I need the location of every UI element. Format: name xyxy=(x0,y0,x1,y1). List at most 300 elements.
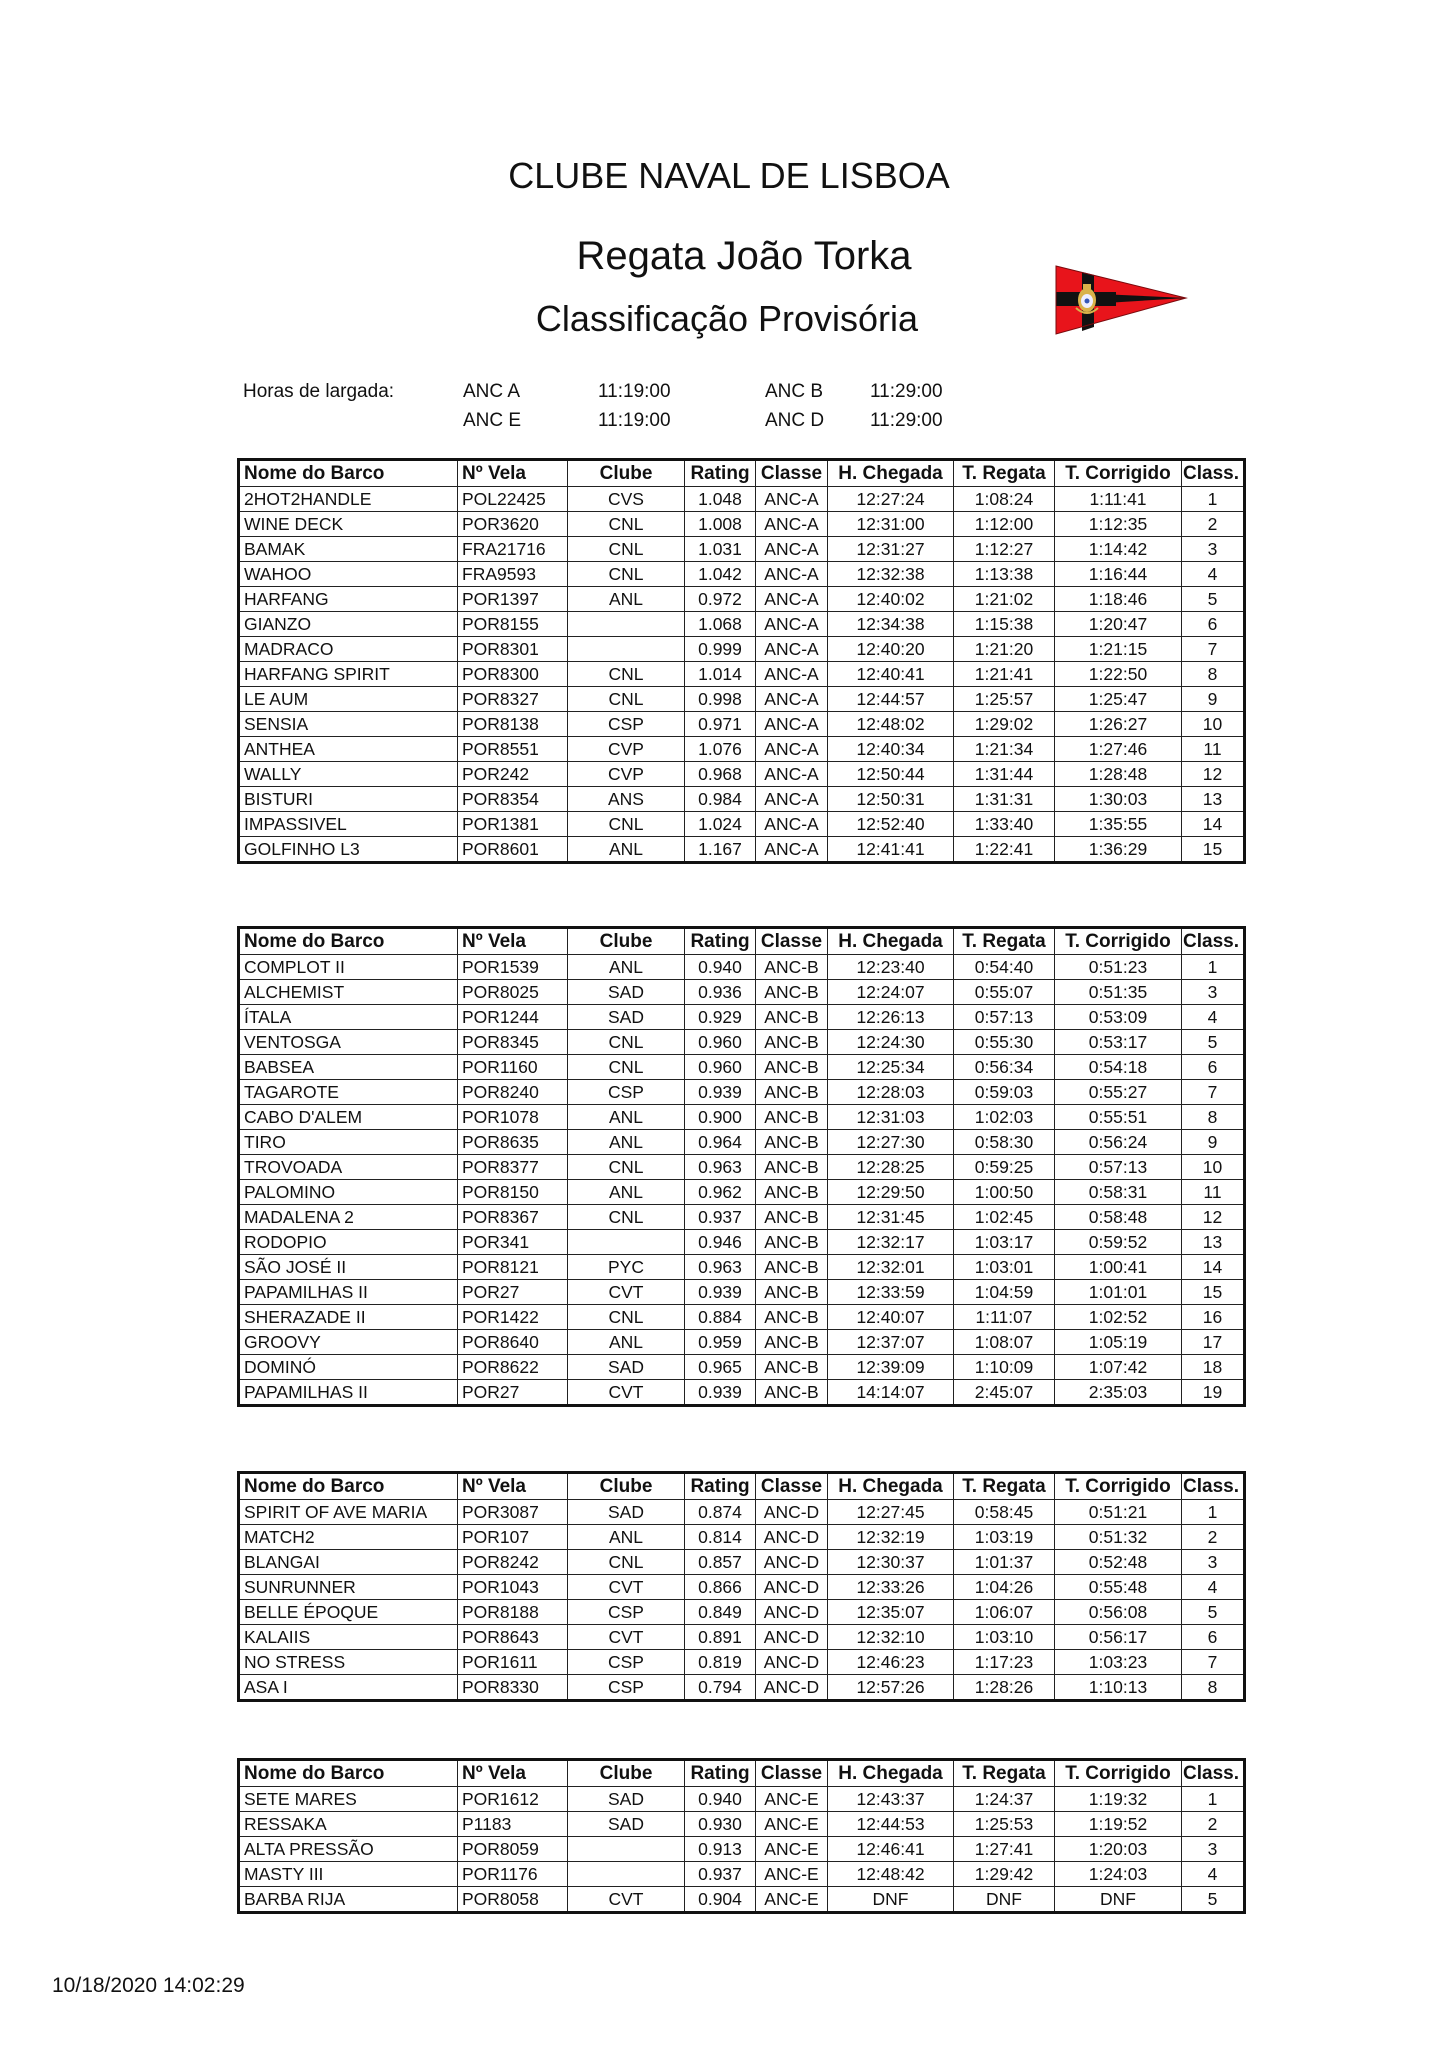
rating-cell: 0.959 xyxy=(685,1330,756,1355)
sail-number-cell: POR8327 xyxy=(458,687,568,712)
club-cell: CNL xyxy=(568,662,685,687)
finish-time-cell: 12:29:50 xyxy=(828,1180,954,1205)
sail-number-cell: FRA9593 xyxy=(458,562,568,587)
class-cell: ANC-A xyxy=(756,662,828,687)
class-cell: ANC-B xyxy=(756,1055,828,1080)
page-title: CLUBE NAVAL DE LISBOA xyxy=(508,155,950,196)
elapsed-time-cell: 0:56:34 xyxy=(954,1055,1055,1080)
class-cell: ANC-B xyxy=(756,1380,828,1406)
column-header-elapsed-time: T. Regata xyxy=(954,460,1055,487)
class-cell: ANC-D xyxy=(756,1650,828,1675)
start-class: ANC A xyxy=(463,381,521,402)
rating-cell: 0.960 xyxy=(685,1055,756,1080)
column-header-corrected-time: T. Corrigido xyxy=(1055,460,1182,487)
corrected-time-cell: 1:21:15 xyxy=(1055,637,1182,662)
class-cell: ANC-B xyxy=(756,1080,828,1105)
position-cell: 8 xyxy=(1182,1105,1245,1130)
club-cell: ANL xyxy=(568,955,685,980)
boat-name-cell: TROVOADA xyxy=(239,1155,458,1180)
rating-cell: 1.024 xyxy=(685,812,756,837)
boat-name-cell: GOLFINHO L3 xyxy=(239,837,458,863)
corrected-time-cell: 0:57:13 xyxy=(1055,1155,1182,1180)
finish-time-cell: 12:48:02 xyxy=(828,712,954,737)
boat-name-cell: ÍTALA xyxy=(239,1005,458,1030)
elapsed-time-cell: 1:08:07 xyxy=(954,1330,1055,1355)
finish-time-cell: 12:40:34 xyxy=(828,737,954,762)
boat-name-cell: MADALENA 2 xyxy=(239,1205,458,1230)
finish-time-cell: 12:48:42 xyxy=(828,1862,954,1887)
rating-cell: 1.014 xyxy=(685,662,756,687)
boat-name-cell: SUNRUNNER xyxy=(239,1575,458,1600)
boat-name-cell: RESSAKA xyxy=(239,1812,458,1837)
class-cell: ANC-A xyxy=(756,762,828,787)
class-cell: ANC-E xyxy=(756,1887,828,1913)
corrected-time-cell: 1:20:47 xyxy=(1055,612,1182,637)
sail-number-cell: POR8058 xyxy=(458,1887,568,1913)
column-header-class: Classe xyxy=(756,928,828,955)
club-cell: ANL xyxy=(568,587,685,612)
elapsed-time-cell: 1:06:07 xyxy=(954,1600,1055,1625)
boat-name-cell: PALOMINO xyxy=(239,1180,458,1205)
corrected-time-cell: 1:18:46 xyxy=(1055,587,1182,612)
table-row xyxy=(239,662,1245,687)
rating-cell: 0.946 xyxy=(685,1230,756,1255)
table-row xyxy=(239,562,1245,587)
corrected-time-cell: 0:55:27 xyxy=(1055,1080,1182,1105)
finish-time-cell: 12:31:27 xyxy=(828,537,954,562)
position-cell: 5 xyxy=(1182,1887,1245,1913)
elapsed-time-cell: 1:11:07 xyxy=(954,1305,1055,1330)
rating-cell: 0.929 xyxy=(685,1005,756,1030)
boat-name-cell: HARFANG xyxy=(239,587,458,612)
rating-cell: 0.964 xyxy=(685,1130,756,1155)
position-cell: 10 xyxy=(1182,1155,1245,1180)
sail-number-cell: POR8635 xyxy=(458,1130,568,1155)
position-cell: 1 xyxy=(1182,955,1245,980)
position-cell: 2 xyxy=(1182,1525,1245,1550)
club-cell: ANL xyxy=(568,837,685,863)
club-burgee-icon xyxy=(1054,264,1188,336)
boat-name-cell: BISTURI xyxy=(239,787,458,812)
column-header-class: Classe xyxy=(756,1473,828,1500)
class-cell: ANC-B xyxy=(756,955,828,980)
corrected-time-cell: 0:58:31 xyxy=(1055,1180,1182,1205)
rating-cell: 0.972 xyxy=(685,587,756,612)
finish-time-cell: 12:31:00 xyxy=(828,512,954,537)
boat-name-cell: 2HOT2HANDLE xyxy=(239,487,458,512)
table-row xyxy=(239,1355,1245,1380)
sail-number-cell: POR8150 xyxy=(458,1180,568,1205)
sail-number-cell: POR1244 xyxy=(458,1005,568,1030)
print-timestamp: 10/18/2020 14:02:29 xyxy=(52,1974,245,1997)
boat-name-cell: PAPAMILHAS II xyxy=(239,1280,458,1305)
table-row xyxy=(239,1280,1245,1305)
finish-time-cell: 12:32:17 xyxy=(828,1230,954,1255)
finish-time-cell: 12:44:57 xyxy=(828,687,954,712)
elapsed-time-cell: 1:03:01 xyxy=(954,1255,1055,1280)
position-cell: 15 xyxy=(1182,1280,1245,1305)
club-cell: SAD xyxy=(568,1500,685,1525)
finish-time-cell: 12:30:37 xyxy=(828,1550,954,1575)
corrected-time-cell: 1:11:41 xyxy=(1055,487,1182,512)
finish-time-cell: 12:27:24 xyxy=(828,487,954,512)
table-row xyxy=(239,1005,1245,1030)
class-cell: ANC-E xyxy=(756,1812,828,1837)
club-cell: PYC xyxy=(568,1255,685,1280)
table-row xyxy=(239,1525,1245,1550)
finish-time-cell: 12:32:38 xyxy=(828,562,954,587)
class-cell: ANC-A xyxy=(756,612,828,637)
corrected-time-cell: 0:56:17 xyxy=(1055,1625,1182,1650)
column-header-sail-number: Nº Vela xyxy=(458,1473,568,1500)
rating-cell: 0.866 xyxy=(685,1575,756,1600)
finish-time-cell: 12:28:03 xyxy=(828,1080,954,1105)
finish-time-cell: DNF xyxy=(828,1887,954,1913)
class-cell: ANC-D xyxy=(756,1600,828,1625)
club-cell: SAD xyxy=(568,980,685,1005)
corrected-time-cell: 0:54:18 xyxy=(1055,1055,1182,1080)
elapsed-time-cell: 1:31:44 xyxy=(954,762,1055,787)
rating-cell: 0.939 xyxy=(685,1380,756,1406)
rating-cell: 0.814 xyxy=(685,1525,756,1550)
class-cell: ANC-B xyxy=(756,1155,828,1180)
corrected-time-cell: 1:28:48 xyxy=(1055,762,1182,787)
table-row xyxy=(239,1030,1245,1055)
finish-time-cell: 12:32:19 xyxy=(828,1525,954,1550)
boat-name-cell: CABO D'ALEM xyxy=(239,1105,458,1130)
column-header-club: Clube xyxy=(568,1473,685,1500)
finish-time-cell: 12:40:41 xyxy=(828,662,954,687)
boat-name-cell: RODOPIO xyxy=(239,1230,458,1255)
table-row xyxy=(239,1380,1245,1406)
start-class: ANC E xyxy=(463,410,522,431)
column-header-corrected-time: T. Corrigido xyxy=(1055,1473,1182,1500)
club-cell: CSP xyxy=(568,1600,685,1625)
club-cell: ANL xyxy=(568,1525,685,1550)
boat-name-cell: LE AUM xyxy=(239,687,458,712)
boat-name-cell: SETE MARES xyxy=(239,1787,458,1812)
club-cell: CVT xyxy=(568,1575,685,1600)
position-cell: 12 xyxy=(1182,1205,1245,1230)
sail-number-cell: POR8300 xyxy=(458,662,568,687)
club-cell: CNL xyxy=(568,1305,685,1330)
elapsed-time-cell: 1:29:42 xyxy=(954,1862,1055,1887)
sail-number-cell: POL22425 xyxy=(458,487,568,512)
boat-name-cell: ALCHEMIST xyxy=(239,980,458,1005)
position-cell: 4 xyxy=(1182,562,1245,587)
column-header-class: Classe xyxy=(756,460,828,487)
column-header-rating: Rating xyxy=(685,460,756,487)
elapsed-time-cell: 1:04:59 xyxy=(954,1280,1055,1305)
results-table-anc-a xyxy=(237,458,1246,864)
elapsed-time-cell: 1:08:24 xyxy=(954,487,1055,512)
sail-number-cell: POR1422 xyxy=(458,1305,568,1330)
class-cell: ANC-A xyxy=(756,587,828,612)
column-header-rating: Rating xyxy=(685,1473,756,1500)
start-time: 11:29:00 xyxy=(870,410,943,431)
club-cell: CNL xyxy=(568,1030,685,1055)
table-header-row xyxy=(239,928,1245,955)
club-cell: CSP xyxy=(568,1080,685,1105)
elapsed-time-cell: 0:55:30 xyxy=(954,1030,1055,1055)
position-cell: 3 xyxy=(1182,1837,1245,1862)
class-cell: ANC-A xyxy=(756,837,828,863)
elapsed-time-cell: 1:21:20 xyxy=(954,637,1055,662)
class-cell: ANC-A xyxy=(756,512,828,537)
finish-time-cell: 12:26:13 xyxy=(828,1005,954,1030)
rating-cell: 0.937 xyxy=(685,1862,756,1887)
boat-name-cell: TIRO xyxy=(239,1130,458,1155)
elapsed-time-cell: 0:57:13 xyxy=(954,1005,1055,1030)
rating-cell: 0.965 xyxy=(685,1355,756,1380)
column-header-boat-name: Nome do Barco xyxy=(239,460,458,487)
corrected-time-cell: 1:02:52 xyxy=(1055,1305,1182,1330)
results-table-anc-e xyxy=(237,1758,1246,1914)
corrected-time-cell: 0:52:48 xyxy=(1055,1550,1182,1575)
rating-cell: 0.962 xyxy=(685,1180,756,1205)
class-cell: ANC-D xyxy=(756,1550,828,1575)
class-cell: ANC-A xyxy=(756,812,828,837)
club-cell: CNL xyxy=(568,1550,685,1575)
corrected-time-cell: 0:56:08 xyxy=(1055,1600,1182,1625)
corrected-time-cell: 1:19:52 xyxy=(1055,1812,1182,1837)
corrected-time-cell: DNF xyxy=(1055,1887,1182,1913)
corrected-time-cell: 0:51:35 xyxy=(1055,980,1182,1005)
column-header-club: Clube xyxy=(568,1760,685,1787)
start-time: 11:19:00 xyxy=(598,410,671,431)
boat-name-cell: BLANGAI xyxy=(239,1550,458,1575)
corrected-time-cell: 1:27:46 xyxy=(1055,737,1182,762)
elapsed-time-cell: 1:31:31 xyxy=(954,787,1055,812)
finish-time-cell: 12:40:02 xyxy=(828,587,954,612)
finish-time-cell: 12:28:25 xyxy=(828,1155,954,1180)
rating-cell: 0.940 xyxy=(685,955,756,980)
class-cell: ANC-D xyxy=(756,1525,828,1550)
club-cell: CSP xyxy=(568,1650,685,1675)
elapsed-time-cell: 1:21:02 xyxy=(954,587,1055,612)
position-cell: 6 xyxy=(1182,1055,1245,1080)
rating-cell: 0.939 xyxy=(685,1280,756,1305)
sail-number-cell: POR8025 xyxy=(458,980,568,1005)
sail-number-cell: POR107 xyxy=(458,1525,568,1550)
club-cell: CNL xyxy=(568,812,685,837)
boat-name-cell: KALAIIS xyxy=(239,1625,458,1650)
club-cell: CNL xyxy=(568,1205,685,1230)
elapsed-time-cell: 1:25:57 xyxy=(954,687,1055,712)
rating-cell: 1.068 xyxy=(685,612,756,637)
corrected-time-cell: 1:20:03 xyxy=(1055,1837,1182,1862)
sail-number-cell: POR341 xyxy=(458,1230,568,1255)
position-cell: 13 xyxy=(1182,787,1245,812)
column-header-boat-name: Nome do Barco xyxy=(239,928,458,955)
rating-cell: 0.913 xyxy=(685,1837,756,1862)
table-row xyxy=(239,980,1245,1005)
class-cell: ANC-A xyxy=(756,562,828,587)
club-cell: SAD xyxy=(568,1787,685,1812)
class-cell: ANC-A xyxy=(756,787,828,812)
rating-cell: 0.857 xyxy=(685,1550,756,1575)
elapsed-time-cell: 1:22:41 xyxy=(954,837,1055,863)
position-cell: 1 xyxy=(1182,1787,1245,1812)
rating-cell: 0.963 xyxy=(685,1255,756,1280)
table-row xyxy=(239,1550,1245,1575)
rating-cell: 1.031 xyxy=(685,537,756,562)
rating-cell: 1.042 xyxy=(685,562,756,587)
position-cell: 7 xyxy=(1182,1080,1245,1105)
club-cell xyxy=(568,1837,685,1862)
boat-name-cell: MADRACO xyxy=(239,637,458,662)
corrected-time-cell: 1:16:44 xyxy=(1055,562,1182,587)
elapsed-time-cell: 1:03:17 xyxy=(954,1230,1055,1255)
table-row xyxy=(239,737,1245,762)
boat-name-cell: DOMINÓ xyxy=(239,1355,458,1380)
boat-name-cell: BABSEA xyxy=(239,1055,458,1080)
class-cell: ANC-A xyxy=(756,487,828,512)
finish-time-cell: 12:23:40 xyxy=(828,955,954,980)
elapsed-time-cell: 1:17:23 xyxy=(954,1650,1055,1675)
corrected-time-cell: 1:12:35 xyxy=(1055,512,1182,537)
corrected-time-cell: 1:36:29 xyxy=(1055,837,1182,863)
boat-name-cell: WALLY xyxy=(239,762,458,787)
position-cell: 16 xyxy=(1182,1305,1245,1330)
finish-time-cell: 12:46:41 xyxy=(828,1837,954,1862)
position-cell: 13 xyxy=(1182,1230,1245,1255)
position-cell: 2 xyxy=(1182,512,1245,537)
sail-number-cell: POR8155 xyxy=(458,612,568,637)
elapsed-time-cell: 1:15:38 xyxy=(954,612,1055,637)
column-header-position: Class. xyxy=(1182,1760,1245,1787)
column-header-rating: Rating xyxy=(685,1760,756,1787)
rating-cell: 0.874 xyxy=(685,1500,756,1525)
column-header-finish-time: H. Chegada xyxy=(828,928,954,955)
position-cell: 11 xyxy=(1182,1180,1245,1205)
rating-cell: 0.999 xyxy=(685,637,756,662)
table-row xyxy=(239,1787,1245,1812)
table-row xyxy=(239,1155,1245,1180)
corrected-time-cell: 0:55:48 xyxy=(1055,1575,1182,1600)
column-header-finish-time: H. Chegada xyxy=(828,1473,954,1500)
sail-number-cell: POR8301 xyxy=(458,637,568,662)
rating-cell: 0.960 xyxy=(685,1030,756,1055)
table-row xyxy=(239,512,1245,537)
table-row xyxy=(239,612,1245,637)
club-cell: CNL xyxy=(568,1055,685,1080)
club-cell: ANL xyxy=(568,1105,685,1130)
sail-number-cell: POR1176 xyxy=(458,1862,568,1887)
corrected-time-cell: 2:35:03 xyxy=(1055,1380,1182,1406)
table-row xyxy=(239,1500,1245,1525)
boat-name-cell: NO STRESS xyxy=(239,1650,458,1675)
rating-cell: 0.971 xyxy=(685,712,756,737)
column-header-finish-time: H. Chegada xyxy=(828,1760,954,1787)
finish-time-cell: 12:50:31 xyxy=(828,787,954,812)
club-cell: ANL xyxy=(568,1130,685,1155)
rating-cell: 1.048 xyxy=(685,487,756,512)
boat-name-cell: MATCH2 xyxy=(239,1525,458,1550)
table-row xyxy=(239,762,1245,787)
finish-time-cell: 12:25:34 xyxy=(828,1055,954,1080)
class-cell: ANC-E xyxy=(756,1862,828,1887)
corrected-time-cell: 1:25:47 xyxy=(1055,687,1182,712)
boat-name-cell: TAGAROTE xyxy=(239,1080,458,1105)
start-time: 11:19:00 xyxy=(598,381,671,402)
column-header-club: Clube xyxy=(568,460,685,487)
sail-number-cell: POR1539 xyxy=(458,955,568,980)
class-cell: ANC-B xyxy=(756,1355,828,1380)
corrected-time-cell: 1:05:19 xyxy=(1055,1330,1182,1355)
class-cell: ANC-E xyxy=(756,1837,828,1862)
elapsed-time-cell: 1:29:02 xyxy=(954,712,1055,737)
rating-cell: 0.819 xyxy=(685,1650,756,1675)
position-cell: 12 xyxy=(1182,762,1245,787)
position-cell: 2 xyxy=(1182,1812,1245,1837)
column-header-elapsed-time: T. Regata xyxy=(954,1760,1055,1787)
position-cell: 9 xyxy=(1182,687,1245,712)
sail-number-cell: POR8345 xyxy=(458,1030,568,1055)
table-row xyxy=(239,1305,1245,1330)
class-cell: ANC-A xyxy=(756,687,828,712)
boat-name-cell: BARBA RIJA xyxy=(239,1887,458,1913)
sail-number-cell: POR8240 xyxy=(458,1080,568,1105)
sail-number-cell: POR1078 xyxy=(458,1105,568,1130)
sail-number-cell: POR8121 xyxy=(458,1255,568,1280)
finish-time-cell: 12:32:01 xyxy=(828,1255,954,1280)
rating-cell: 1.076 xyxy=(685,737,756,762)
club-cell: CNL xyxy=(568,687,685,712)
rating-cell: 0.937 xyxy=(685,1205,756,1230)
club-cell: CVT xyxy=(568,1625,685,1650)
sail-number-cell: POR8138 xyxy=(458,712,568,737)
corrected-time-cell: 1:01:01 xyxy=(1055,1280,1182,1305)
table-row xyxy=(239,1105,1245,1130)
club-cell: CVT xyxy=(568,1280,685,1305)
results-table-anc-b xyxy=(237,926,1246,1407)
corrected-time-cell: 0:53:09 xyxy=(1055,1005,1182,1030)
table-row xyxy=(239,1600,1245,1625)
elapsed-time-cell: 0:59:25 xyxy=(954,1155,1055,1180)
column-header-corrected-time: T. Corrigido xyxy=(1055,928,1182,955)
finish-time-cell: 14:14:07 xyxy=(828,1380,954,1406)
table-row xyxy=(239,587,1245,612)
elapsed-time-cell: 0:54:40 xyxy=(954,955,1055,980)
start-class: ANC D xyxy=(765,410,825,431)
club-cell: CVT xyxy=(568,1380,685,1406)
finish-time-cell: 12:32:10 xyxy=(828,1625,954,1650)
boat-name-cell: SPIRIT OF AVE MARIA xyxy=(239,1500,458,1525)
boat-name-cell: SHERAZADE II xyxy=(239,1305,458,1330)
corrected-time-cell: 1:35:55 xyxy=(1055,812,1182,837)
sail-number-cell: POR27 xyxy=(458,1280,568,1305)
class-cell: ANC-A xyxy=(756,737,828,762)
elapsed-time-cell: 0:55:07 xyxy=(954,980,1055,1005)
position-cell: 9 xyxy=(1182,1130,1245,1155)
boat-name-cell: BELLE ÉPOQUE xyxy=(239,1600,458,1625)
elapsed-time-cell: 2:45:07 xyxy=(954,1380,1055,1406)
finish-time-cell: 12:46:23 xyxy=(828,1650,954,1675)
elapsed-time-cell: 1:02:03 xyxy=(954,1105,1055,1130)
table-row xyxy=(239,1837,1245,1862)
sail-number-cell: POR8188 xyxy=(458,1600,568,1625)
rating-cell: 0.930 xyxy=(685,1812,756,1837)
position-cell: 10 xyxy=(1182,712,1245,737)
elapsed-time-cell: 1:21:41 xyxy=(954,662,1055,687)
sail-number-cell: POR27 xyxy=(458,1380,568,1406)
class-cell: ANC-D xyxy=(756,1625,828,1650)
boat-name-cell: WAHOO xyxy=(239,562,458,587)
column-header-finish-time: H. Chegada xyxy=(828,460,954,487)
table-row xyxy=(239,1650,1245,1675)
rating-cell: 0.891 xyxy=(685,1625,756,1650)
